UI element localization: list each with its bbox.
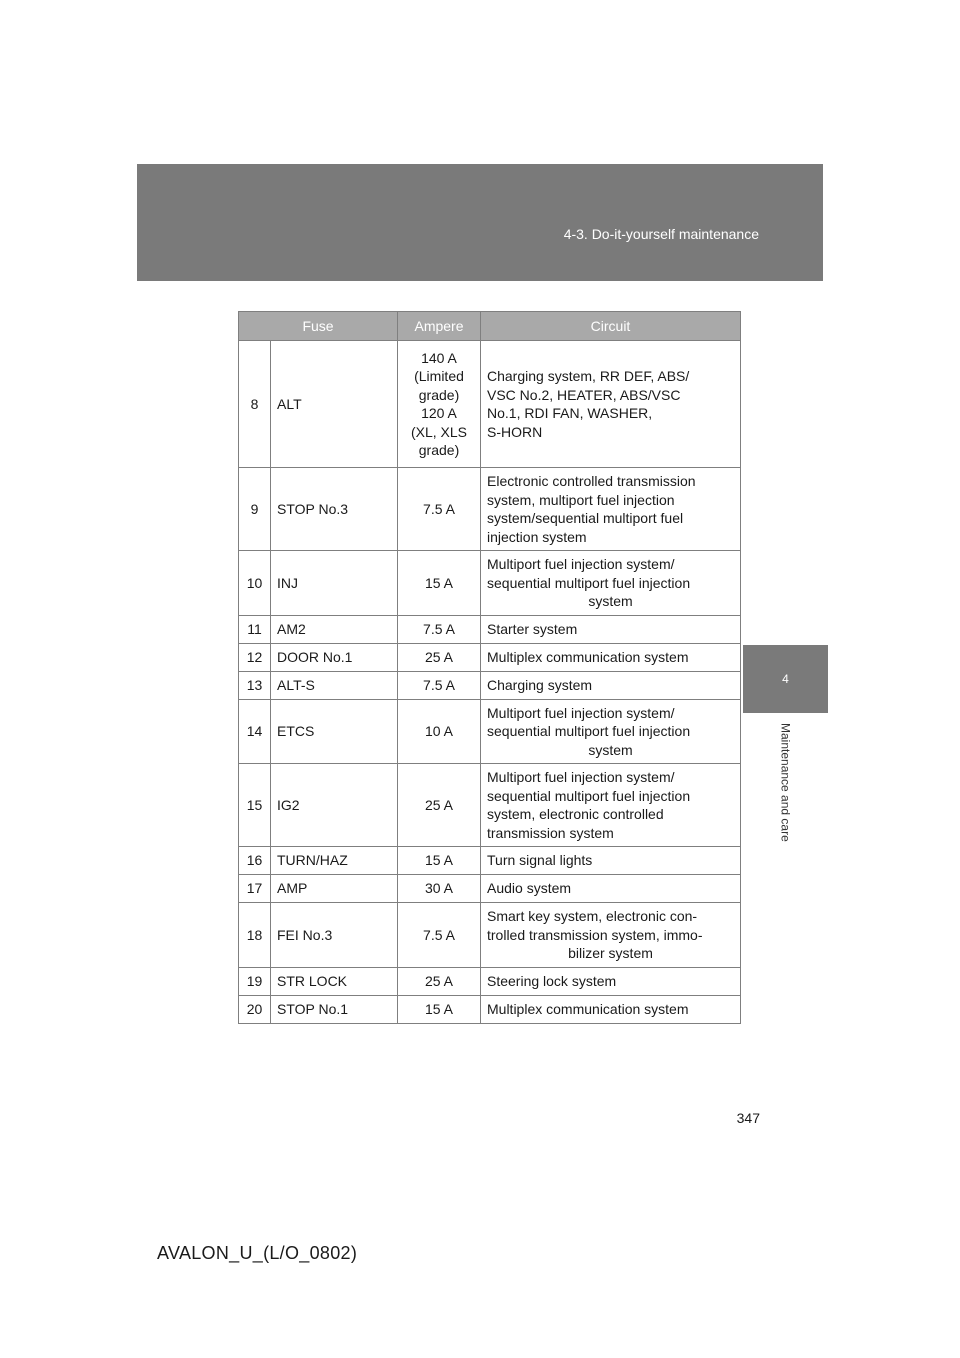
circuit-cell (481, 847, 741, 875)
table-row (239, 468, 741, 551)
ampere-cell (398, 615, 481, 643)
cell-line: 10 A (424, 723, 454, 739)
column-header-fuse: Fuse (239, 312, 398, 341)
ampere-cell (398, 341, 481, 468)
chapter-tab-label-area (743, 713, 828, 888)
cell-line: system, electronic controlled (487, 806, 664, 822)
cell-line: 7.5 A (423, 926, 455, 943)
cell-line: 15 A (424, 574, 454, 591)
ampere-cell (398, 643, 481, 671)
cell-line: 15 A (424, 852, 454, 869)
ampere-cell (398, 671, 481, 699)
fuse-name-cell: ETCS (271, 699, 398, 764)
ampere-cell (398, 699, 481, 764)
table-row (239, 764, 741, 847)
fuse-number-cell: 20 (239, 995, 271, 1023)
fuse-name-cell: AMP (271, 875, 398, 903)
fuse-number-cell: 14 (239, 699, 271, 764)
fuse-number-cell: 17 (239, 875, 271, 903)
circuit-cell (481, 643, 741, 671)
circuit-cell (481, 903, 741, 968)
table-row (239, 551, 741, 616)
cell-line: No.1, RDI FAN, WASHER, (487, 405, 653, 421)
cell-line: system/sequential multiport fuel (487, 510, 684, 526)
circuit-cell (481, 995, 741, 1023)
table-row (239, 967, 741, 995)
fuse-name-cell: IG2 (271, 764, 398, 847)
fuse-name-cell: ALT (271, 341, 398, 468)
cell-line: Multiport fuel injection system/ (487, 704, 675, 721)
fuse-table-body (239, 341, 741, 1024)
cell-line: Audio system (487, 880, 572, 897)
fuse-number-cell: 12 (239, 643, 271, 671)
fuse-table (238, 311, 741, 1024)
chapter-tab-label: Maintenance and care (778, 723, 793, 842)
cell-line: Turn signal lights (487, 852, 593, 869)
cell-line: injection system (487, 528, 587, 545)
cell-line: sequential multiport fuel injection (487, 574, 691, 591)
cell-line: Steering lock system (487, 972, 617, 989)
circuit-cell (481, 875, 741, 903)
fuse-number-cell: 18 (239, 903, 271, 968)
cell-line: system (588, 741, 633, 758)
table-row (239, 699, 741, 764)
table-row (239, 615, 741, 643)
table-row (239, 341, 741, 468)
table-row (239, 671, 741, 699)
fuse-name-cell: STR LOCK (271, 967, 398, 995)
table-row (239, 903, 741, 968)
fuse-number-cell: 13 (239, 671, 271, 699)
table-row (239, 847, 741, 875)
fuse-name-cell: STOP No.1 (271, 995, 398, 1023)
cell-line: 140 A (421, 349, 457, 366)
cell-line: system, multiport fuel injection (487, 491, 675, 508)
circuit-cell (481, 551, 741, 616)
cell-line: sequential multiport fuel injection (487, 787, 691, 804)
page-number: 347 (736, 1110, 760, 1126)
fuse-name-cell: STOP No.3 (271, 468, 398, 551)
cell-line: sequential multiport fuel injection (487, 723, 691, 739)
cell-line: 7.5 A (423, 676, 455, 693)
cell-line: Electronic controlled transmission (487, 473, 696, 489)
cell-line: 7.5 A (423, 500, 455, 517)
ampere-cell (398, 468, 481, 551)
circuit-cell (481, 468, 741, 551)
cell-line: grade) (418, 442, 460, 458)
table-row (239, 875, 741, 903)
cell-line: 25 A (424, 648, 454, 665)
ampere-cell (398, 875, 481, 903)
fuse-name-cell: DOOR No.1 (271, 643, 398, 671)
circuit-cell (481, 699, 741, 764)
cell-line: 120 A (421, 405, 457, 421)
cell-line: 7.5 A (423, 620, 455, 637)
cell-line: transmission system (487, 824, 614, 841)
cell-line: Multiplex communication system (487, 648, 689, 665)
fuse-number-cell: 11 (239, 615, 271, 643)
table-row (239, 643, 741, 671)
section-title: 4-3. Do-it-yourself maintenance (563, 226, 759, 242)
cell-line: Charging system, RR DEF, ABS/ (487, 368, 690, 384)
circuit-cell (481, 615, 741, 643)
ampere-cell (398, 903, 481, 968)
cell-line: bilizer system (568, 945, 653, 961)
cell-line: (Limited (414, 368, 464, 384)
cell-line: S-HORN (487, 423, 543, 440)
fuse-name-cell: TURN/HAZ (271, 847, 398, 875)
chapter-tab-number[interactable]: 4 (743, 645, 828, 713)
fuse-number-cell: 8 (239, 341, 271, 468)
ampere-cell (398, 967, 481, 995)
circuit-cell (481, 967, 741, 995)
fuse-number-cell: 9 (239, 468, 271, 551)
circuit-cell (481, 764, 741, 847)
cell-line: Charging system (487, 676, 593, 693)
cell-line: 15 A (424, 1000, 454, 1017)
cell-line: system (588, 593, 633, 609)
fuse-number-cell: 16 (239, 847, 271, 875)
section-header-band (137, 164, 823, 281)
cell-line: VSC No.2, HEATER, ABS/VSC (487, 386, 681, 403)
cell-line: grade) (418, 386, 460, 403)
fuse-name-cell: INJ (271, 551, 398, 616)
ampere-cell (398, 995, 481, 1023)
circuit-cell (481, 671, 741, 699)
table-header-row (239, 312, 741, 341)
circuit-cell (481, 341, 741, 468)
fuse-name-cell: FEI No.3 (271, 903, 398, 968)
cell-line: trolled transmission system, immo- (487, 926, 703, 943)
fuse-number-cell: 19 (239, 967, 271, 995)
cell-line: 25 A (424, 972, 454, 989)
ampere-cell (398, 847, 481, 875)
cell-line: 25 A (424, 796, 454, 813)
fuse-number-cell: 15 (239, 764, 271, 847)
cell-line: Multiplex communication system (487, 1000, 689, 1017)
column-header-ampere: Ampere (398, 312, 481, 341)
column-header-circuit: Circuit (481, 312, 741, 341)
ampere-cell (398, 764, 481, 847)
fuse-name-cell: ALT-S (271, 671, 398, 699)
cell-line: Smart key system, electronic con- (487, 908, 698, 924)
ampere-cell (398, 551, 481, 616)
cell-line: Starter system (487, 620, 578, 637)
cell-line: 30 A (424, 880, 454, 897)
cell-line: Multiport fuel injection system/ (487, 769, 675, 785)
cell-line: (XL, XLS (410, 423, 468, 440)
fuse-number-cell: 10 (239, 551, 271, 616)
table-row (239, 995, 741, 1023)
cell-line: Multiport fuel injection system/ (487, 556, 675, 572)
fuse-name-cell: AM2 (271, 615, 398, 643)
document-code: AVALON_U_(L/O_0802) (157, 1243, 358, 1263)
